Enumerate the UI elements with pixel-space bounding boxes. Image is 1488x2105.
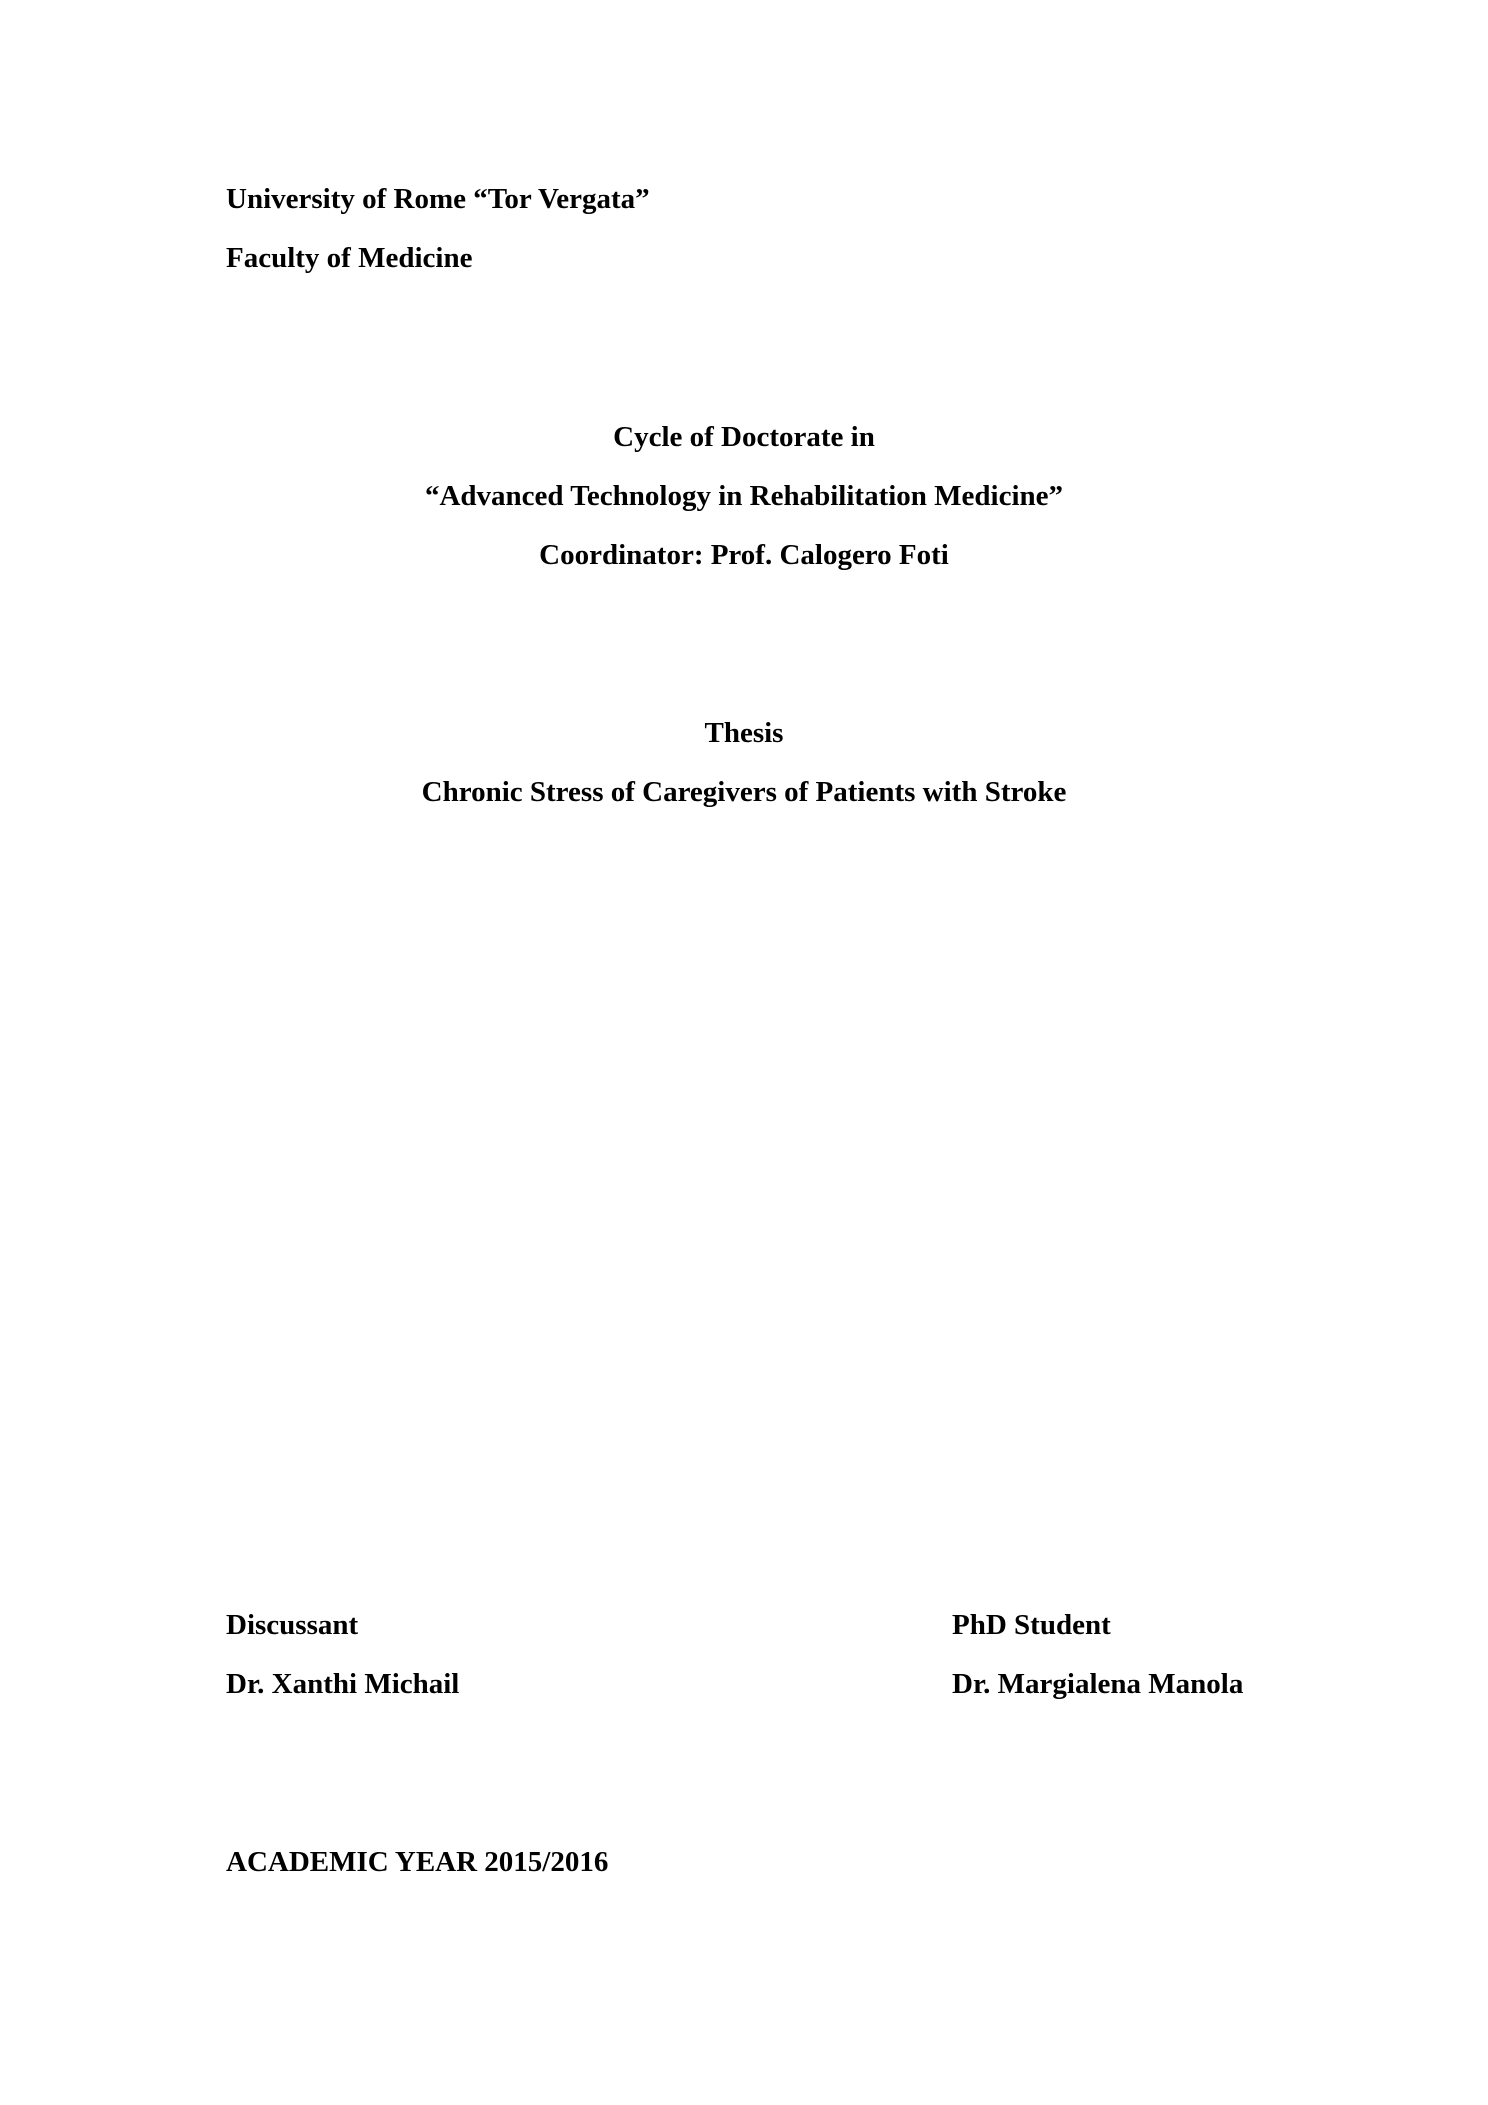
doctorate-cycle: Cycle of Doctorate in	[613, 421, 875, 453]
university-name: University of Rome “Tor Vergata”	[226, 183, 650, 215]
doctorate-program: “Advanced Technology in Rehabilitation Medicine”	[424, 480, 1064, 512]
discussant-name: Dr. Xanthi Michail	[226, 1668, 460, 1700]
faculty-name: Faculty of Medicine	[226, 242, 473, 274]
phd-student-label: PhD Student	[952, 1609, 1111, 1641]
discussant-label: Discussant	[226, 1609, 359, 1641]
phd-student-name: Dr. Margialena Manola	[952, 1668, 1244, 1700]
academic-year: ACADEMIC YEAR 2015/2016	[226, 1846, 609, 1878]
doctorate-coordinator: Coordinator: Prof. Calogero Foti	[539, 539, 949, 571]
thesis-title: Chronic Stress of Caregivers of Patients with Stroke	[421, 776, 1067, 808]
thesis-label: Thesis	[704, 717, 784, 749]
